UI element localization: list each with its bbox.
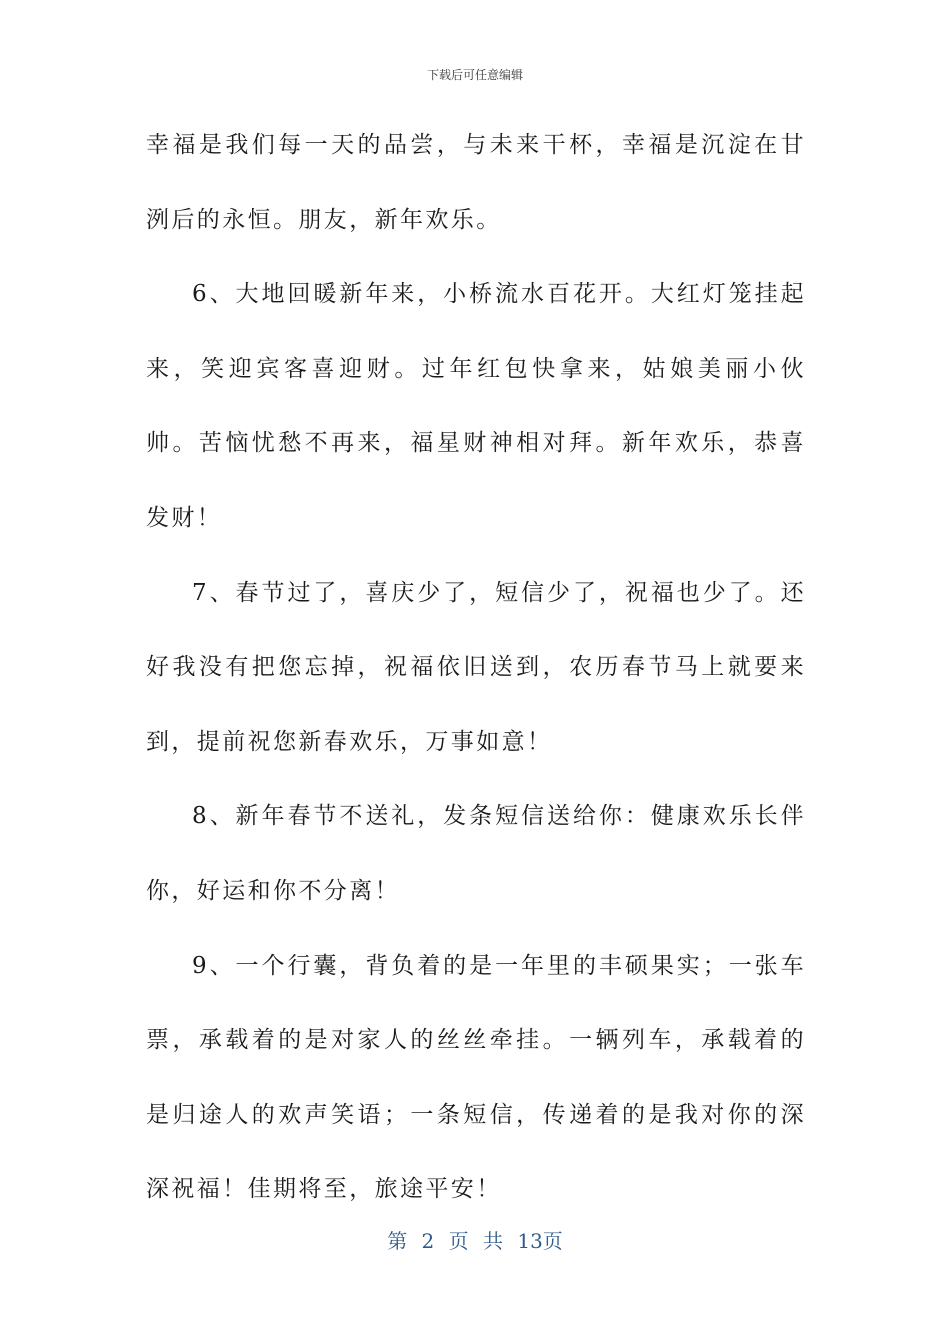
page-footer xyxy=(0,1225,950,1254)
paragraph-item-7: 7、春节过了，喜庆少了，短信少了，祝福也少了。还好我没有把您忘掉，祝福依旧送到，农历春节马上就要来到，提前祝您新春欢乐，万事如意！ xyxy=(146,579,806,755)
paragraph-item-8: 8、新年春节不送礼，发条短信送给你：健康欢乐长伴你，好运和你不分离！ xyxy=(146,803,806,904)
paragraph-item-6: 6、大地回暖新年来，小桥流水百花开。大红灯笼挂起来，笑迎宾客喜迎财。过年红包快拿来，姑娘美丽小伙帅。苦恼忧愁不再来，福星财神相对拜。新年欢乐，恭喜发财！ xyxy=(146,281,806,531)
footer-page-unit: 页 xyxy=(448,1229,469,1253)
footer-total-label: 共 xyxy=(483,1229,503,1253)
footer-page-label: 第 xyxy=(387,1229,408,1253)
footer-current-page: 2 xyxy=(421,1229,435,1253)
paragraph-item-9: 9、一个行囊，背负着的是一年里的丰硕果实；一张车票，承载着的是对家人的丝丝牵挂。一辆列车，承载着的是归途人的欢声笑语；一条短信，传递着的是我对你的深深祝福！佳期将至，旅途平安！ xyxy=(146,952,806,1203)
document-body xyxy=(146,108,806,1227)
footer-total-pages: 13页 xyxy=(517,1229,563,1253)
paragraph-continuation: 幸福是我们每一天的品尝，与未来干杯，幸福是沉淀在甘洌后的永恒。朋友，新年欢乐。 xyxy=(146,132,806,233)
page-header: 下载后可任意编辑 xyxy=(426,68,523,82)
